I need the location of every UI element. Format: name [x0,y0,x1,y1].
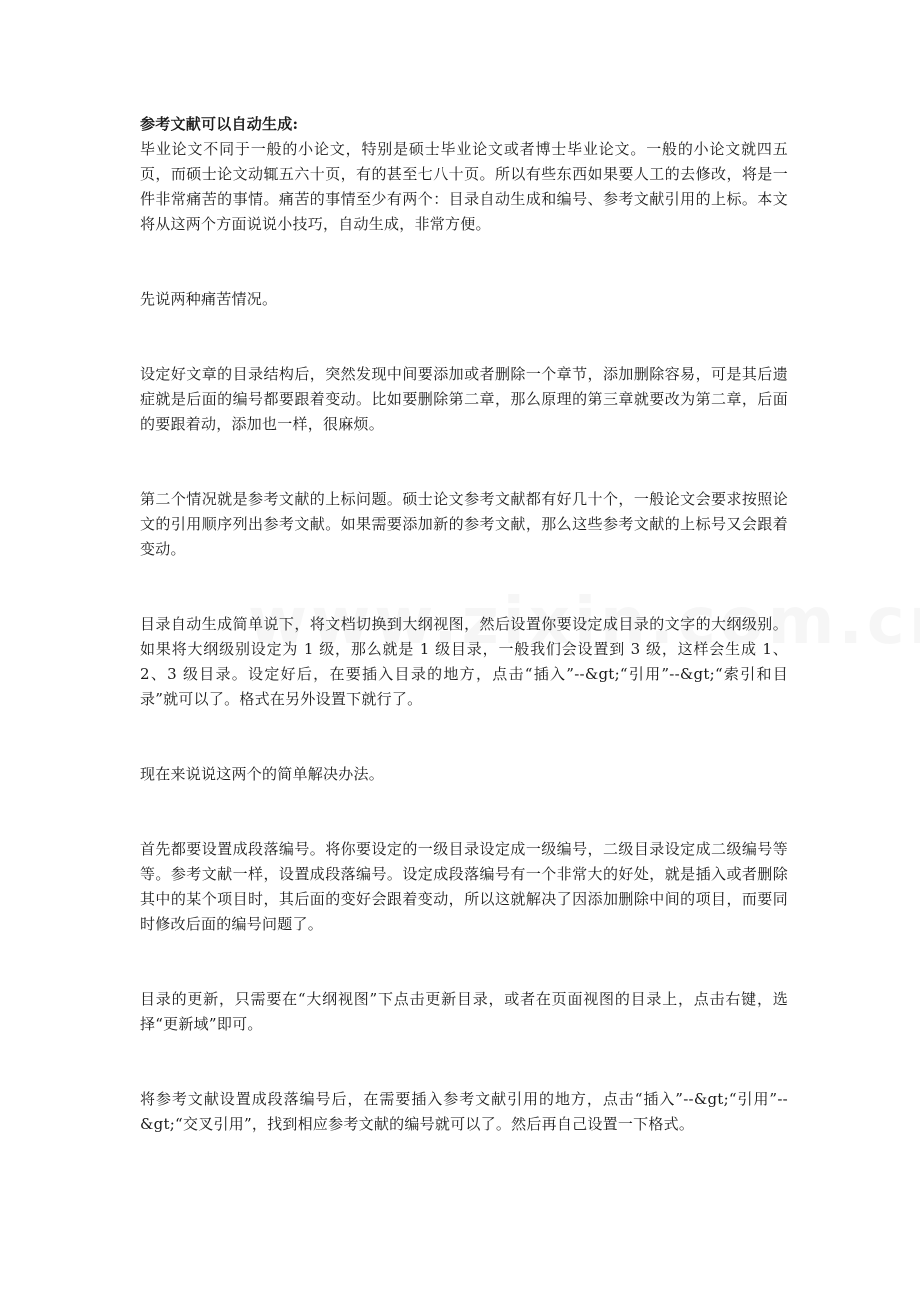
paragraph-gap [140,1037,788,1087]
paragraph-case-two: 第二个情况就是参考文献的上标问题。硕士论文参考文献都有好几十个，一般论文会要求按照论文的引用顺序列出参考文献。如果需要添加新的参考文献，那么这些参考文献的上标号又会跟着变动。 [140,490,788,558]
paragraph-gap [140,562,788,612]
paragraph-intro: 毕业论文不同于一般的小论文，特别是硕士毕业论文或者博士毕业论文。一般的小论文就四五页，而硕士论文动辄五六十页，有的甚至七八十页。所以有些东西如果要人工的去修改，将是一件非常痛苦的事情。痛苦的事情至少有两个：目录自动生成和编号、参考文献引用的上标。本文将从这两个方面说说小技巧，自动生成，非常方便。 [140,140,788,233]
paragraph-gap [140,787,788,837]
paragraph-solution-intro: 现在来说说这两个的简单解决办法。 [140,765,385,783]
paragraph-gap [140,712,788,762]
document-body [140,112,788,1137]
paragraph-gap [140,237,788,287]
paragraph-gap [140,937,788,987]
paragraph-gap [140,312,788,362]
paragraph-two-cases: 先说两种痛苦情况。 [140,290,278,308]
paragraph-numbering: 首先都要设置成段落编号。将你要设定的一级目录设定成一级编号，二级目录设定成二级编号等等。参考文献一样，设置成段落编号。设定成段落编号有一个非常大的好处，就是插入或者删除其中的某个项目时，其后面的变好会跟着变动，所以这就解决了因添加删除中间的项目，而要同时修改后面的编号问题了。 [140,840,788,933]
document-title: 参考文献可以自动生成: [140,115,299,133]
paragraph-toc-generation: 目录自动生成简单说下，将文档切换到大纲视图，然后设置你要设定成目录的文字的大纲级别。如果将大纲级别设定为 1 级，那么就是 1 级目录，一般我们会设置到 3 级，这样会生成 1、2、3 级目录。设定好后，在要插入目录的地方，点击“插入”--&gt;“引用”--&gt;“索引和目录”就可以了。格式在另外设置下就行了。 [140,615,788,708]
paragraph-cross-reference: 将参考文献设置成段落编号后，在需要插入参考文献引用的地方，点击“插入”--&gt;“引用”--&gt;“交叉引用”，找到相应参考文献的编号就可以了。然后再自己设置一下格式。 [140,1090,788,1133]
paragraph-gap [140,437,788,487]
paragraph-case-one: 设定好文章的目录结构后，突然发现中间要添加或者删除一个章节，添加删除容易，可是其后遗症就是后面的编号都要跟着变动。比如要删除第二章，那么原理的第三章就要改为第二章，后面的要跟着动，添加也一样，很麻烦。 [140,365,788,433]
paragraph-toc-update: 目录的更新，只需要在“大纲视图”下点击更新目录，或者在页面视图的目录上，点击右键，选择“更新域”即可。 [140,990,788,1033]
